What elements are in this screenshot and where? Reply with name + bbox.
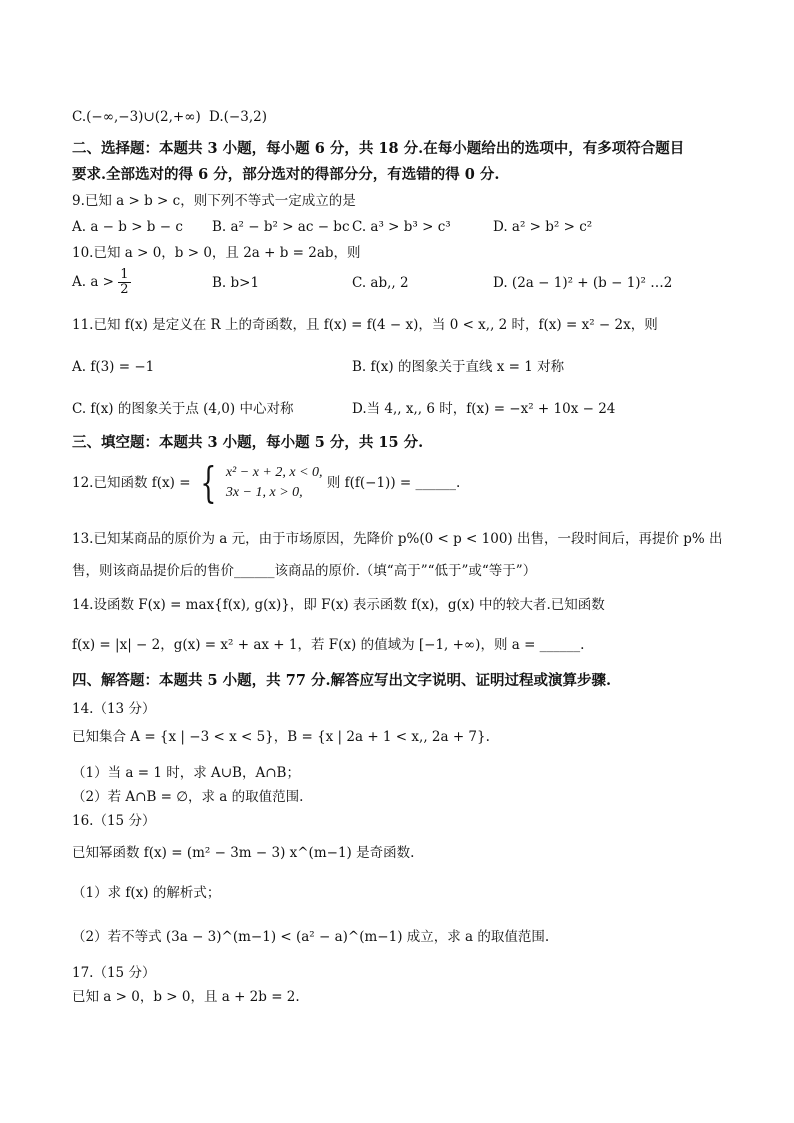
q10-option-a — [72, 268, 131, 297]
q12-question — [72, 458, 461, 507]
q12-cases — [226, 463, 323, 503]
q15-stem: 已知集合 A = {x | −3 < x < 5}，B = {x | 2a + 1 < x,, 2a + 7}. — [72, 729, 490, 745]
q10-option-a-prefix: A. a > — [72, 274, 114, 290]
q9-stem: 9.已知 a > b > c，则下列不等式一定成立的是 — [72, 193, 356, 209]
q8-options — [72, 108, 267, 126]
q11-option-a: A. f(3) = −1 — [72, 359, 155, 375]
q12-case-1: x² − x + 2, x < 0, — [225, 465, 323, 480]
q11-option-d: D.当 4,, x,, 6 时，f(x) = −x² + 10x − 24 — [352, 401, 616, 417]
q16-label: 16.（15 分） — [72, 813, 156, 829]
q9-option-a: A. a − b > b − c — [72, 219, 183, 235]
q12-suffix: 则 f(f(−1)) = ______. — [326, 475, 461, 491]
q8-option-d: D.(−3,2) — [209, 109, 267, 125]
q14-line2: f(x) = |x| − 2，g(x) = x² + ax + 1，若 F(x) 的值域为 [−1, +∞)，则 a = ______. — [72, 637, 585, 653]
q14-line1: 14.设函数 F(x) = max{f(x), g(x)}，即 F(x) 表示函数 f(x)，g(x) 中的较大者.已知函数 — [72, 597, 605, 613]
q11-option-c: C. f(x) 的图象关于点 (4,0) 中心对称 — [72, 401, 294, 417]
q12-case-2: 3x − 1, x > 0, — [225, 485, 303, 500]
section3-heading: 三、填空题：本题共 3 小题，每小题 5 分，共 15 分. — [72, 434, 424, 451]
q12-prefix: 12.已知函数 f(x) = — [72, 475, 191, 491]
q11-option-b: B. f(x) 的图象关于直线 x = 1 对称 — [352, 359, 565, 375]
q10-option-b: B. b>1 — [212, 275, 260, 291]
q15-label: 14.（13 分） — [72, 701, 156, 717]
q16-part1: （1）求 f(x) 的解析式； — [72, 885, 221, 901]
q8-option-c: C.(−∞,−3)∪(2,+∞) — [72, 109, 201, 125]
q13-line2: 售，则该商品提价后的售价______该商品的原价.（填“高于”“低于”或“等于”） — [72, 563, 537, 579]
q10-option-a-fraction — [118, 268, 130, 297]
q17-label: 17.（15 分） — [72, 965, 156, 981]
q9-option-d: D. a² > b² > c² — [493, 219, 593, 235]
q9-option-c: C. a³ > b³ > c³ — [352, 219, 451, 235]
section4-heading: 四、解答题：本题共 5 小题，共 77 分.解答应写出文字说明、证明过程或演算步骤. — [72, 672, 612, 689]
fraction-numerator: 1 — [120, 267, 129, 282]
left-brace-icon: { — [200, 458, 217, 507]
q13-line1: 13.已知某商品的原价为 a 元，由于市场原因，先降价 p%(0 < p < 100) 出售，一段时间后，再提价 p% 出 — [72, 531, 723, 547]
q15-part2: （2）若 A∩B = ∅，求 a 的取值范围. — [72, 789, 304, 805]
q10-option-d: D. (2a − 1)² + (b − 1)² …2 — [493, 275, 673, 291]
section2-heading-line2: 要求.全部选对的得 6 分，部分选对的得部分分，有选错的得 0 分. — [72, 166, 500, 183]
q9-option-b: B. a² − b² > ac − bc — [212, 219, 350, 235]
q16-stem: 已知幂函数 f(x) = (m² − 3m − 3) x^(m−1) 是奇函数. — [72, 845, 415, 861]
q15-part1: （1）当 a = 1 时，求 A∪B，A∩B； — [72, 765, 300, 781]
q16-part2: （2）若不等式 (3a − 3)^(m−1) < (a² − a)^(m−1) 成立，求 a 的取值范围. — [72, 929, 550, 945]
q10-option-c: C. ab,, 2 — [352, 275, 409, 291]
fraction-denominator: 2 — [120, 282, 129, 297]
section2-heading-line1: 二、选择题：本题共 3 小题，每小题 6 分，共 18 分.在每小题给出的选项中，有多项符合题目 — [72, 140, 685, 157]
q10-stem: 10.已知 a > 0，b > 0，且 2a + b = 2ab，则 — [72, 245, 361, 261]
q17-stem: 已知 a > 0，b > 0，且 a + 2b = 2. — [72, 989, 300, 1005]
q11-stem: 11.已知 f(x) 是定义在 R 上的奇函数，且 f(x) = f(4 − x)，当 0 < x,, 2 时，f(x) = x² − 2x，则 — [72, 317, 658, 333]
